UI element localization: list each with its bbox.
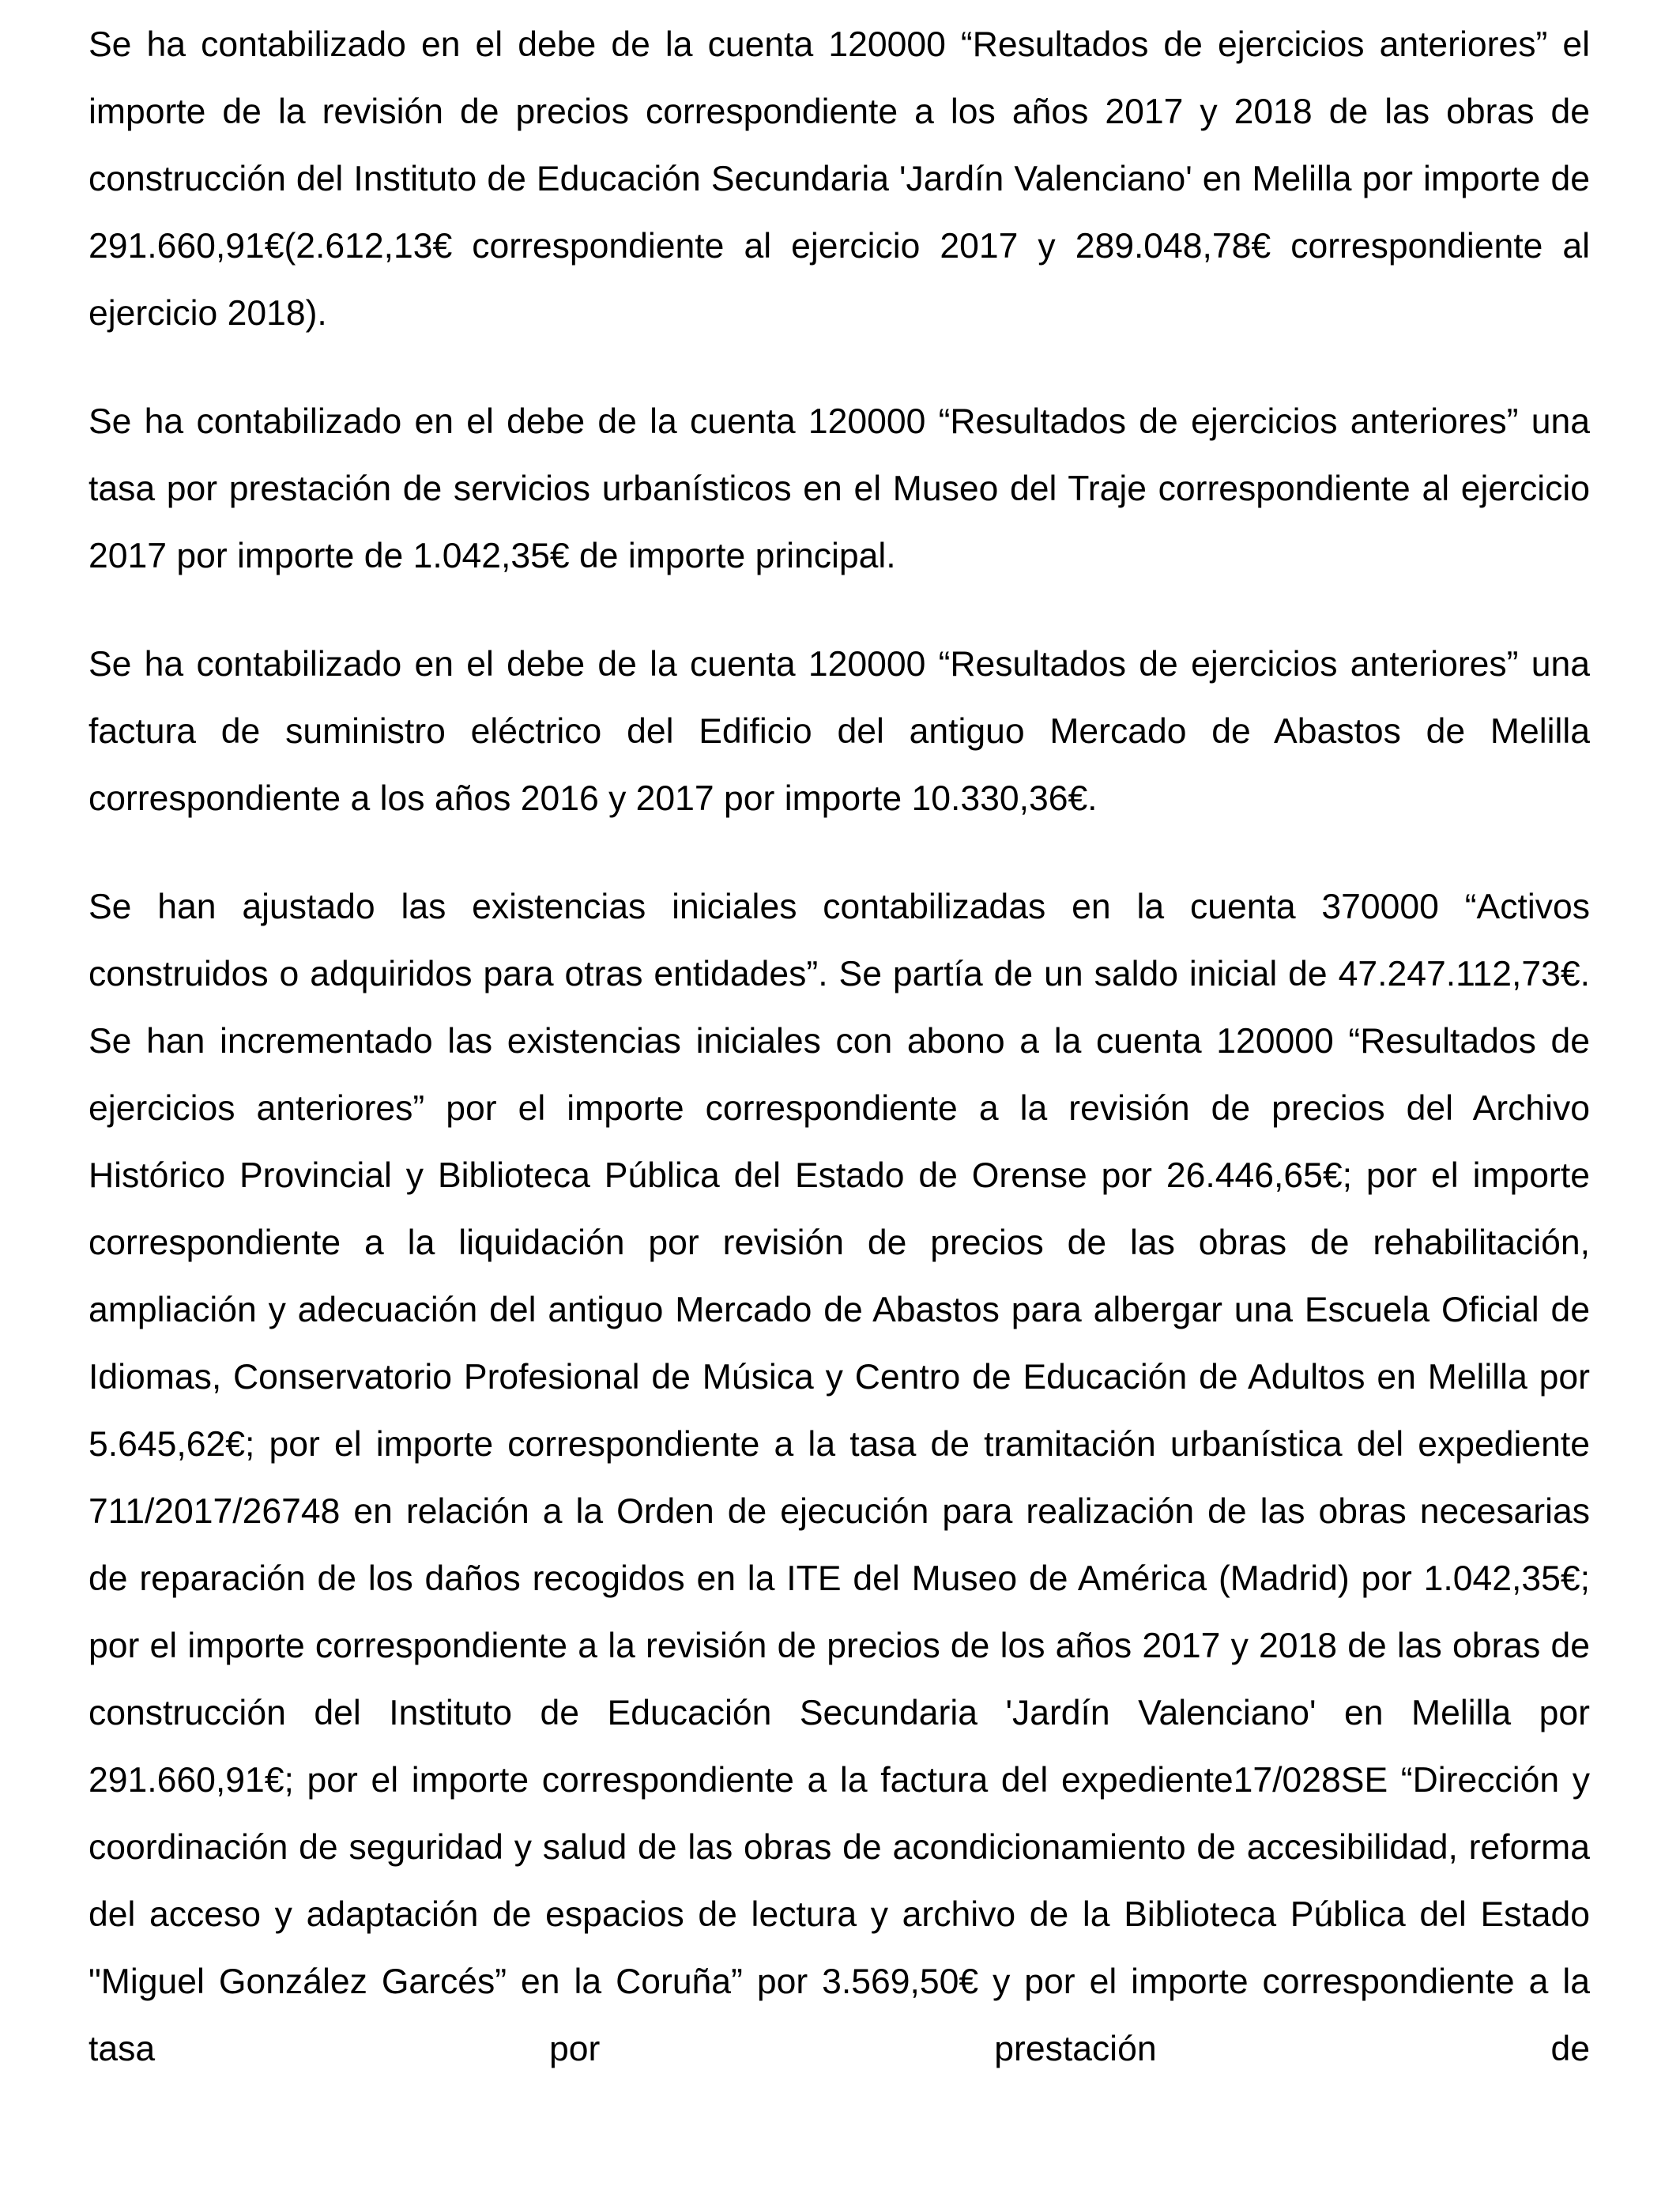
paragraph-ajuste-existencias: Se han ajustado las existencias iniciales contabilizadas en la cuenta 370000 “Activos construidos o adquiridos para otras entidades”. Se partía de un saldo inicial de 47.247.112,73€. Se han incrementado las existencias iniciales con abono a la cuenta 120000 “Resultados de ejercicios anteriores” por el importe correspondiente a la revisión de precios del Archivo Histórico Provincial y Biblioteca Pública del Estado de Orense por 26.446,65€; por el importe correspondiente a la liquidación por revisión de precios de las obras de rehabilitación, ampliación y adecuación del antiguo Mercado de Abastos para albergar una Escuela Oficial de Idiomas, Conservatorio Profesional de Música y Centro de Educación de Adultos en Melilla por 5.645,62€; por el importe correspondiente a la tasa de tramitación urbanística del expediente 711/2017/26748 en relación a la Orden de ejecución para realización de las obras necesarias de reparación de los daños recogidos en la ITE del Museo de América (Madrid) por 1.042,35€; por el importe correspondiente a la revisión de precios de los años 2017 y 2018 de las obras de construcción del Instituto de Educación Secundaria 'Jardín Valenciano' en Melilla por 291.660,91€; por el importe correspondiente a la factura del expediente17/028SE “Dirección y coordinación de seguridad y salud de las obras de acondicionamiento de accesibilidad, reforma del acceso y adaptación de espacios de lectura y archivo de la Biblioteca Pública del Estado "Miguel González Garcés” en la Coruña” por 3.569,50€ y por el importe correspondiente a la tasa por prestación de bbox=[89, 888, 1590, 2068]
document-body bbox=[89, 11, 1590, 2083]
paragraph-tasa-museo-traje: Se ha contabilizado en el debe de la cuenta 120000 “Resultados de ejercicios anteriores” una tasa por prestación de servicios urbanísticos en el Museo del Traje correspondiente al ejercicio 2017 por importe de 1.042,35€ de importe principal. bbox=[89, 402, 1590, 575]
paragraph-factura-suministro-electrico: Se ha contabilizado en el debe de la cuenta 120000 “Resultados de ejercicios anteriores” una factura de suministro eléctrico del Edificio del antiguo Mercado de Abastos de Melilla correspondiente a los años 2016 y 2017 por importe 10.330,36€. bbox=[89, 645, 1590, 818]
paragraph-revision-precios-melilla: Se ha contabilizado en el debe de la cuenta 120000 “Resultados de ejercicios anteriores” el importe de la revisión de precios correspondiente a los años 2017 y 2018 de las obras de construcción del Instituto de Educación Secundaria 'Jardín Valenciano' en Melilla por importe de 291.660,91€(2.612,13€ correspondiente al ejercicio 2017 y 289.048,78€ correspondiente al ejercicio 2018). bbox=[89, 25, 1590, 333]
